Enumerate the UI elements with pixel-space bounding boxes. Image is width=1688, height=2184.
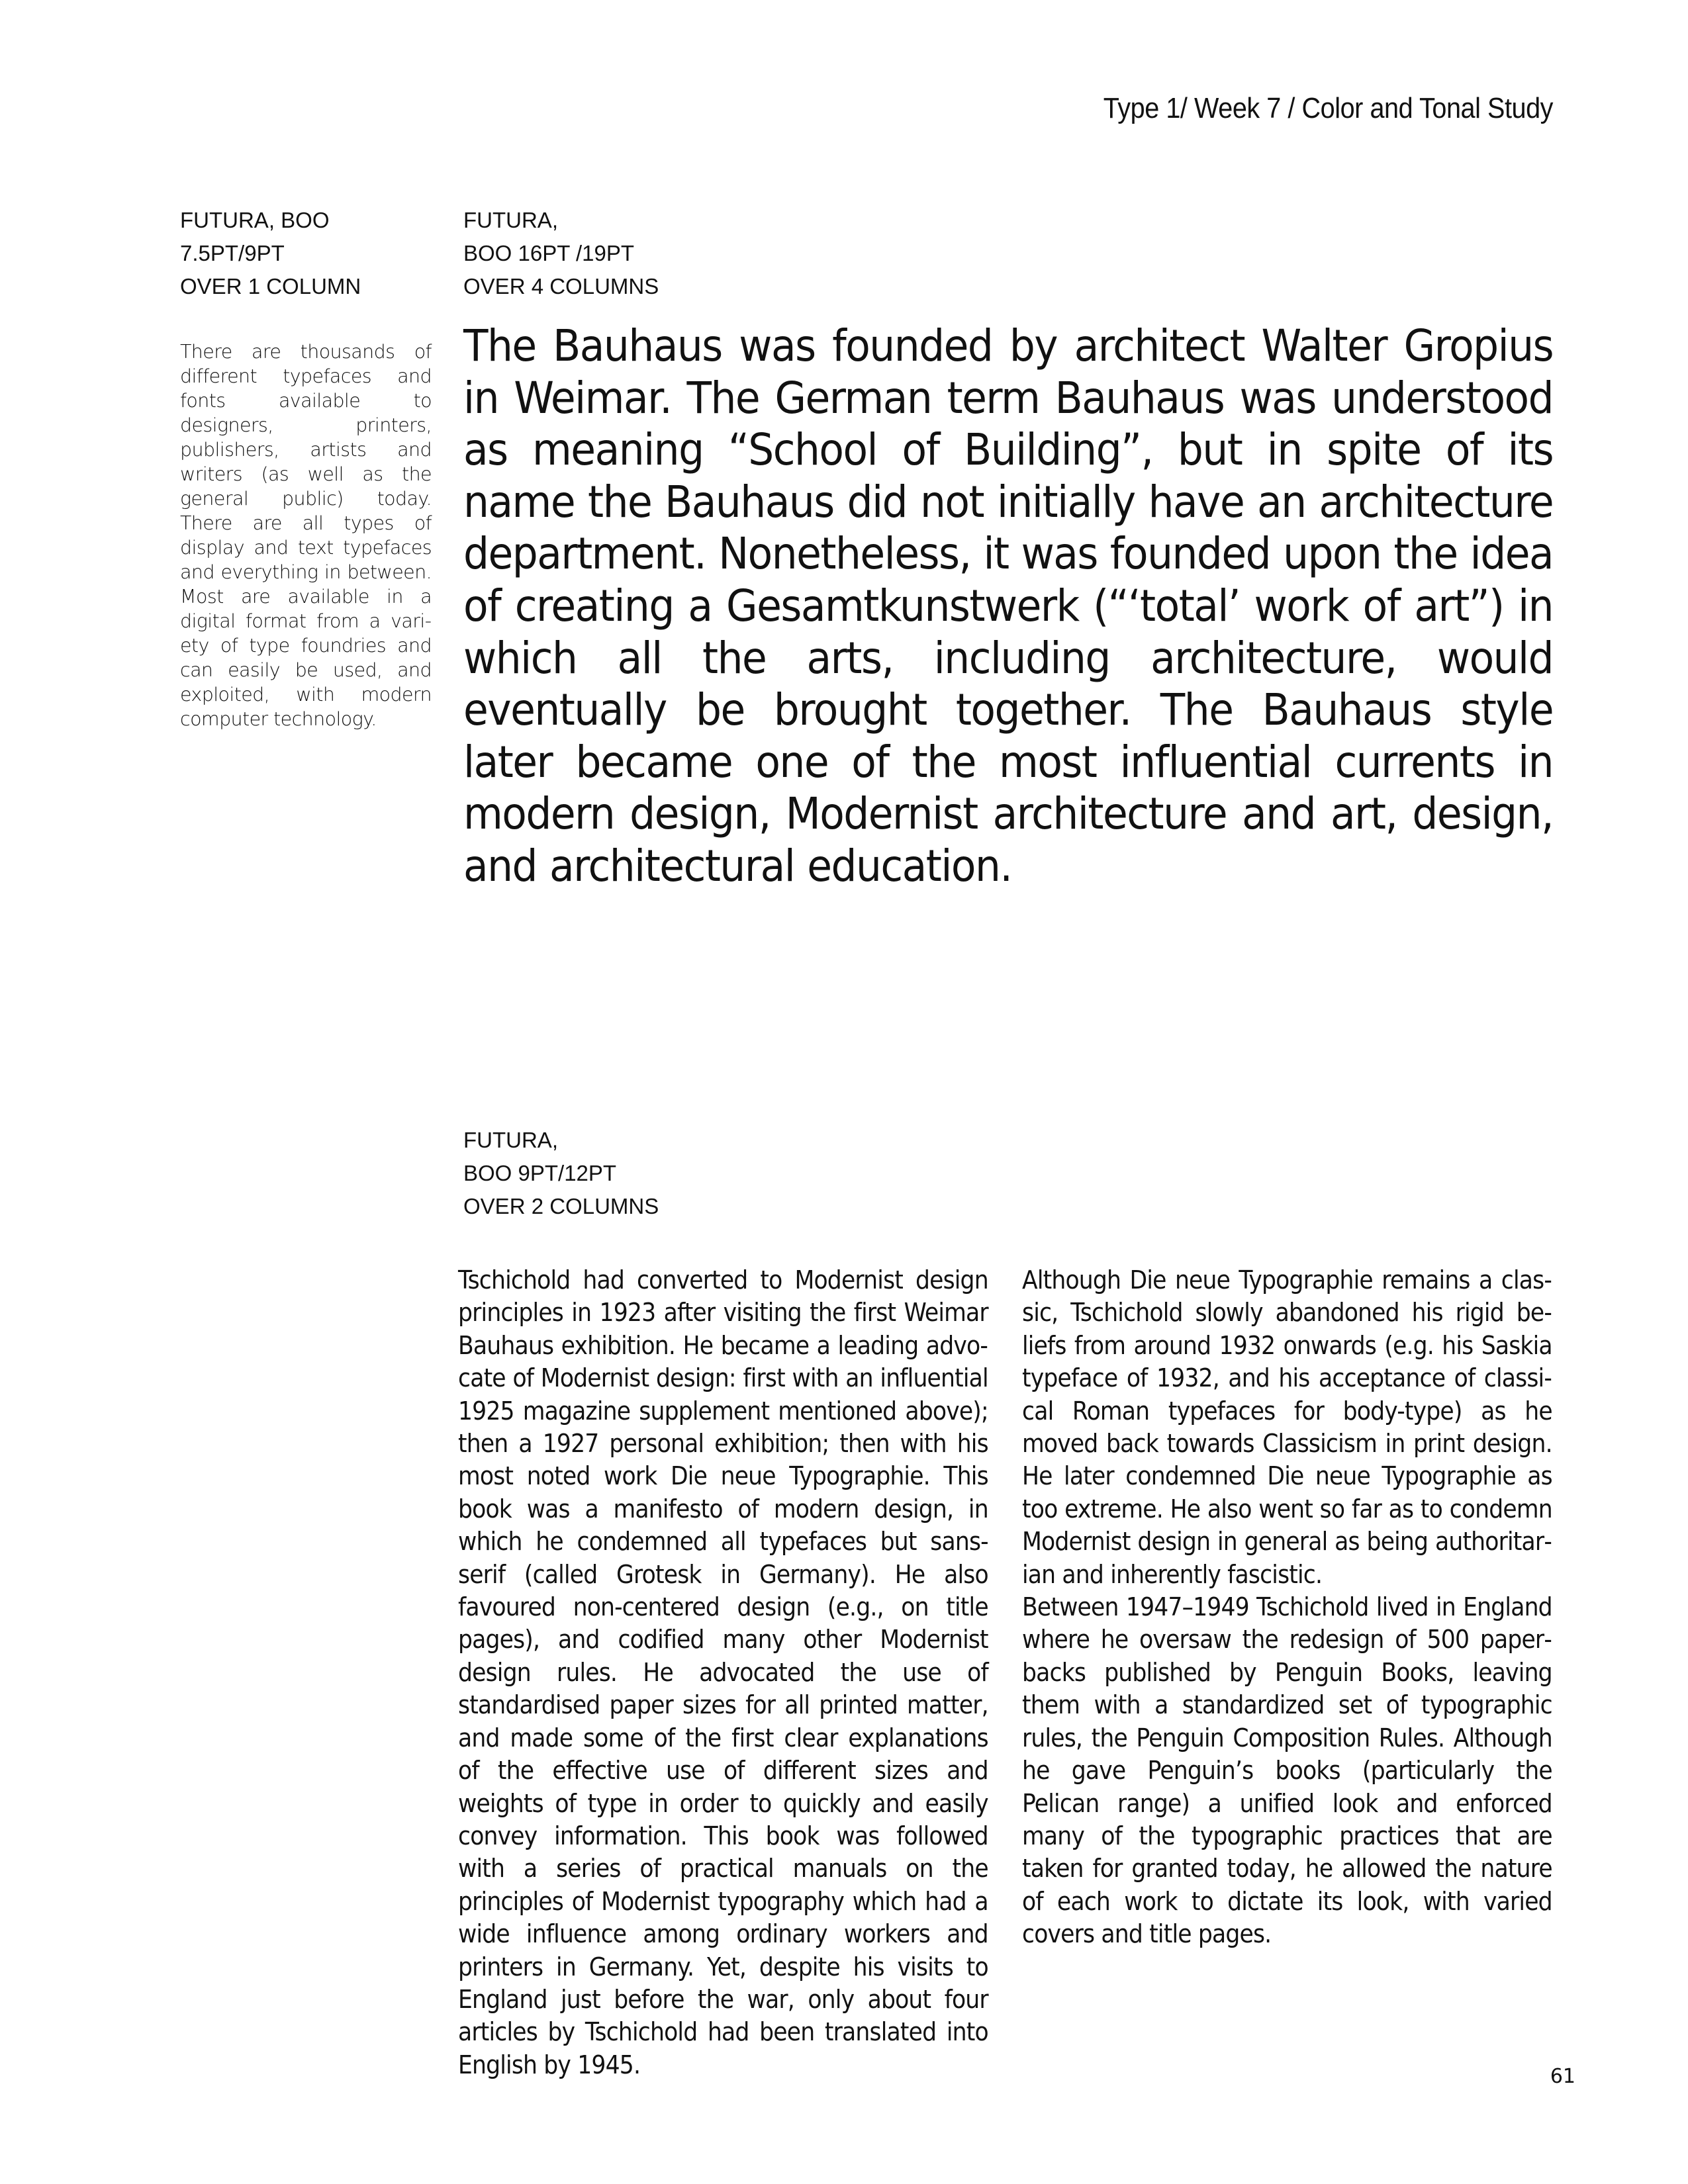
paragraph: Between 1947–1949 Tschichold lived in England where he oversaw the redesign of 500 paperbacks published by Penguin Books, leaving them with a standardized set of typographic rules, the Penguin Composition Rules. Although he gave Penguin’s books (particularly the Pelican range) a unified look and enforced many of the typographic practices that are taken for granted today, he allowed the nature of each work to dictate its look, with varied covers and title pages. (1022, 1592, 1552, 1949)
spec-label-two-columns (463, 1124, 659, 1223)
spec-label-one-column (180, 204, 361, 303)
spec-line: BOO 16PT /19PT (463, 241, 635, 265)
large-body-text: The Bauhaus was founded by architect Walter Gropius in Weimar. The German term Bauhaus was understood as meaning “School of Building”, but in spite of its name the Bauhaus did not initially have an architecture department. Nonetheless, it was founded upon the idea of creating a Gesamtkunstwerk (“‘total’ work of art”) in which all the arts, including architecture, would eventually be brought together. The Bauhaus style later became one of the most influential currents in modern design, Modernist architecture and art, design, and architectural education. (463, 320, 1554, 891)
spec-line: OVER 4 COLUMNS (463, 274, 659, 298)
small-column-text: There are thousands of different typefaces and fonts available to designers, printers, publishers, artists and writers (as well as the general public) today. There are all types of display and text typefaces and everything in between. Most are available in a digital format from a variety of type foundries and can easily be used, and exploited, with modern computer technology. (180, 341, 432, 730)
spec-label-four-columns (463, 204, 659, 303)
large-body-text-block (463, 320, 1554, 893)
spec-line: OVER 2 COLUMNS (463, 1194, 659, 1218)
spec-line: FUTURA, (463, 1128, 558, 1152)
spec-line: 7.5PT/9PT (180, 241, 285, 265)
running-header: Type 1/ Week 7 / Color and Tonal Study (1103, 92, 1553, 124)
text-column-right (1022, 1264, 1552, 1951)
spec-line: BOO 9PT/12PT (463, 1161, 617, 1185)
spec-line: OVER 1 COLUMN (180, 274, 361, 298)
paragraph: Tschichold had converted to Modernist design principles in 1923 after visiting the first Weimar Bauhaus exhibition. He became a leading advocate of Modernist design: first with an influential 1925 magazine supplement mentioned above); then a 1927 personal exhibition; then with his most noted work Die neue Typographie. This book was a manifesto of modern design, in which he condemned all typefaces but sans-serif (called Grotesk in Germany). He also favoured non-centered design (e.g., on title pages), and codified many other Modernist design rules. He advocated the use of standardised paper sizes for all printed matter, and made some of the first clear explanations of the effective use of different sizes and weights of type in order to quickly and easily convey information. This book was followed with a series of practical manuals on the principles of Modernist typography which had a wide influence among ordinary workers and printers in Germany. Yet, despite his visits to England just before the war, only about four articles by Tschichold had been translated into English by 1945. (458, 1265, 988, 2079)
paragraph: Although Die neue Typographie remains a classic, Tschichold slowly abandoned his rigid beliefs from around 1932 onwards (e.g. his Saskia typeface of 1932, and his acceptance of classical Roman typefaces for body-type) as he moved back towards Classicism in print design. He later condemned Die neue Typographie as too extreme. He also went so far as to condemn Modernist design in general as being authoritarian and inherently fascistic. (1022, 1265, 1552, 1589)
text-column-left (458, 1264, 988, 2081)
page-number: 61 (1550, 2065, 1575, 2088)
spec-line: FUTURA, BOO (180, 208, 330, 232)
spec-line: FUTURA, (463, 208, 558, 232)
